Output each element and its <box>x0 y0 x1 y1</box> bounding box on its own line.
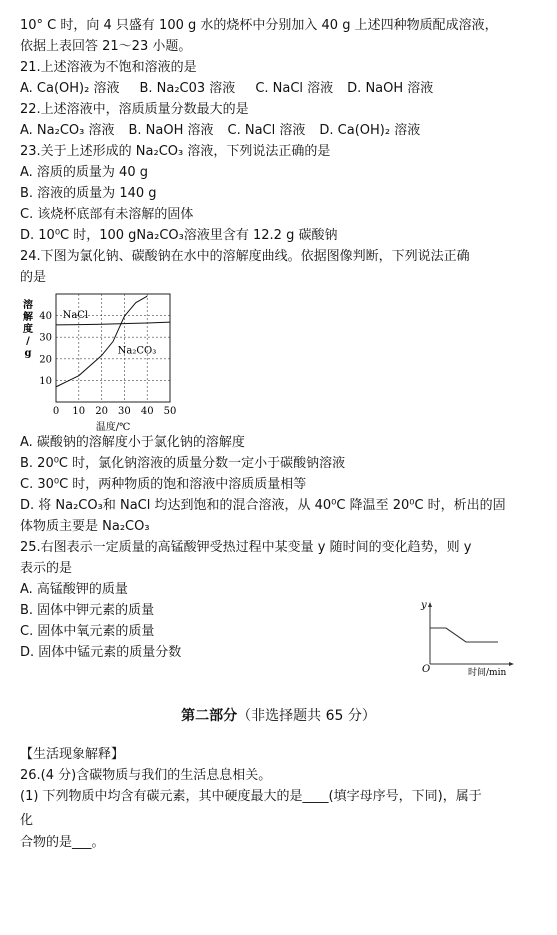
part-2-title: 第二部分 <box>181 708 238 724</box>
q21-stem: 21.上述溶液为不饱和溶液的是 <box>20 60 197 75</box>
q21-options <box>20 80 447 98</box>
q22-option-d: D. Ca(OH)₂ 溶液 <box>319 123 421 138</box>
chart-x-tick-label: 0 <box>52 406 60 417</box>
chart-x-tick-label: 40 <box>140 406 154 417</box>
q22-options <box>20 122 434 140</box>
chart-series-label-nacl: NaCl <box>62 309 89 321</box>
q24-stem-1: 24.下图为氯化钠、碳酸钠在水中的溶解度曲线。依据图像判断，下列说法正确 <box>20 249 470 264</box>
q23-option-a: A. 溶质的质量为 40 g <box>20 165 148 180</box>
q22-option-b: B. NaOH 溶液 <box>128 123 214 138</box>
chart-x-tick-label: 50 <box>163 406 177 417</box>
chart-series-line-nacl <box>56 322 170 325</box>
part-2-heading <box>0 705 557 725</box>
part-2-note: （非选择题共 65 分） <box>237 708 376 724</box>
chart-y-tick-label: 30 <box>39 332 52 344</box>
intro-line-1: 10° C 时，向 4 只盛有 100 g 水的烧杯中分别加入 40 g 上述四种物质配成溶液， <box>20 18 498 33</box>
q23-option-c: C. 该烧杯底部有未溶解的固体 <box>20 207 194 222</box>
q23-option-b: B. 溶液的质量为 140 g <box>20 186 157 201</box>
q24-option-d-line-1: D. 将 Na₂CO₃和 NaCl 均达到饱和的混合溶液，从 40⁰C 降温至 20⁰C 时，析出的固 <box>20 498 506 513</box>
intro-line-2: 依据上表回答 21～23 小题。 <box>20 39 192 54</box>
q25-stem-2: 表示的是 <box>20 561 73 576</box>
chart-y-tick-label: 40 <box>39 311 52 323</box>
chart-y-tick-label: 10 <box>39 375 52 387</box>
chart-series-label-na2co3: Na₂CO₃ <box>117 345 157 357</box>
chart-y-axis-label: 溶解度/ g <box>23 300 33 359</box>
q24-option-b: B. 20⁰C 时，氯化钠溶液的质量分数一定小于碳酸钠溶液 <box>20 456 346 471</box>
small-graph-x-label: 时间/min <box>468 668 507 678</box>
q25-option-a: A. 高锰酸钾的质量 <box>20 582 128 597</box>
q23-option-d: D. 10⁰C 时，100 gNa₂CO₃溶液里含有 12.2 g 碳酸钠 <box>20 228 338 243</box>
solubility-chart <box>14 288 184 436</box>
small-graph-x-arrow <box>509 662 514 666</box>
chart-x-tick-label: 20 <box>95 406 108 417</box>
section-title: 【生活现象解释】 <box>20 747 125 762</box>
q22-option-c: C. NaCl 溶液 <box>227 123 306 138</box>
chart-x-tick-label: 10 <box>72 406 86 417</box>
q22-stem: 22.上述溶液中，溶质质量分数最大的是 <box>20 102 249 117</box>
chart-x-tick-label: 30 <box>118 406 131 417</box>
q26-stem: 26.(4 分)含碳物质与我们的生活息息相关。 <box>20 768 272 783</box>
q22-option-a: A. Na₂CO₃ 溶液 <box>20 123 115 138</box>
chart-x-axis-label: 温度/℃ <box>95 422 131 433</box>
q26-part1-line-1: (1) 下列物质中均含有碳元素，其中硬度最大的是____(填字母序号，下同)，属于 <box>20 789 482 804</box>
small-graph-y-arrow <box>428 602 432 607</box>
q24-stem-2: 的是 <box>20 270 47 285</box>
q23-stem: 23.关于上述形成的 Na₂CO₃ 溶液，下列说法正确的是 <box>20 144 331 159</box>
mass-trend-graph <box>418 598 518 678</box>
q25-option-d: D. 固体中锰元素的质量分数 <box>20 645 182 660</box>
q21-option-d: D. NaOH 溶液 <box>347 81 434 96</box>
q21-option-c: C. NaCl 溶液 <box>255 81 334 96</box>
q21-option-a: A. Ca(OH)₂ 溶液 <box>20 81 120 96</box>
q24-option-d-line-2: 体物质主要是 Na₂CO₃ <box>20 519 150 534</box>
q26-part1-line-2: 化 <box>20 813 34 828</box>
q26-part1-line-3: 合物的是___。 <box>20 835 105 850</box>
small-graph-origin-label: O <box>422 664 431 675</box>
chart-y-tick-label: 20 <box>39 354 52 366</box>
chart-labels <box>23 298 176 433</box>
q24-option-c: C. 30⁰C 时，两种物质的饱和溶液中溶质质量相等 <box>20 477 307 492</box>
small-graph-trend-line <box>430 628 498 642</box>
q21-option-b: B. Na₂C03 溶液 <box>139 81 236 96</box>
q24-option-a: A. 碳酸钠的溶解度小于氯化钠的溶解度 <box>20 435 245 450</box>
q25-option-b: B. 固体中钾元素的质量 <box>20 603 155 618</box>
small-graph-y-label: y <box>421 600 427 611</box>
q25-stem-1: 25.右图表示一定质量的高锰酸钾受热过程中某变量 y 随时间的变化趋势，则 y <box>20 540 472 555</box>
q25-option-c: C. 固体中氧元素的质量 <box>20 624 155 639</box>
